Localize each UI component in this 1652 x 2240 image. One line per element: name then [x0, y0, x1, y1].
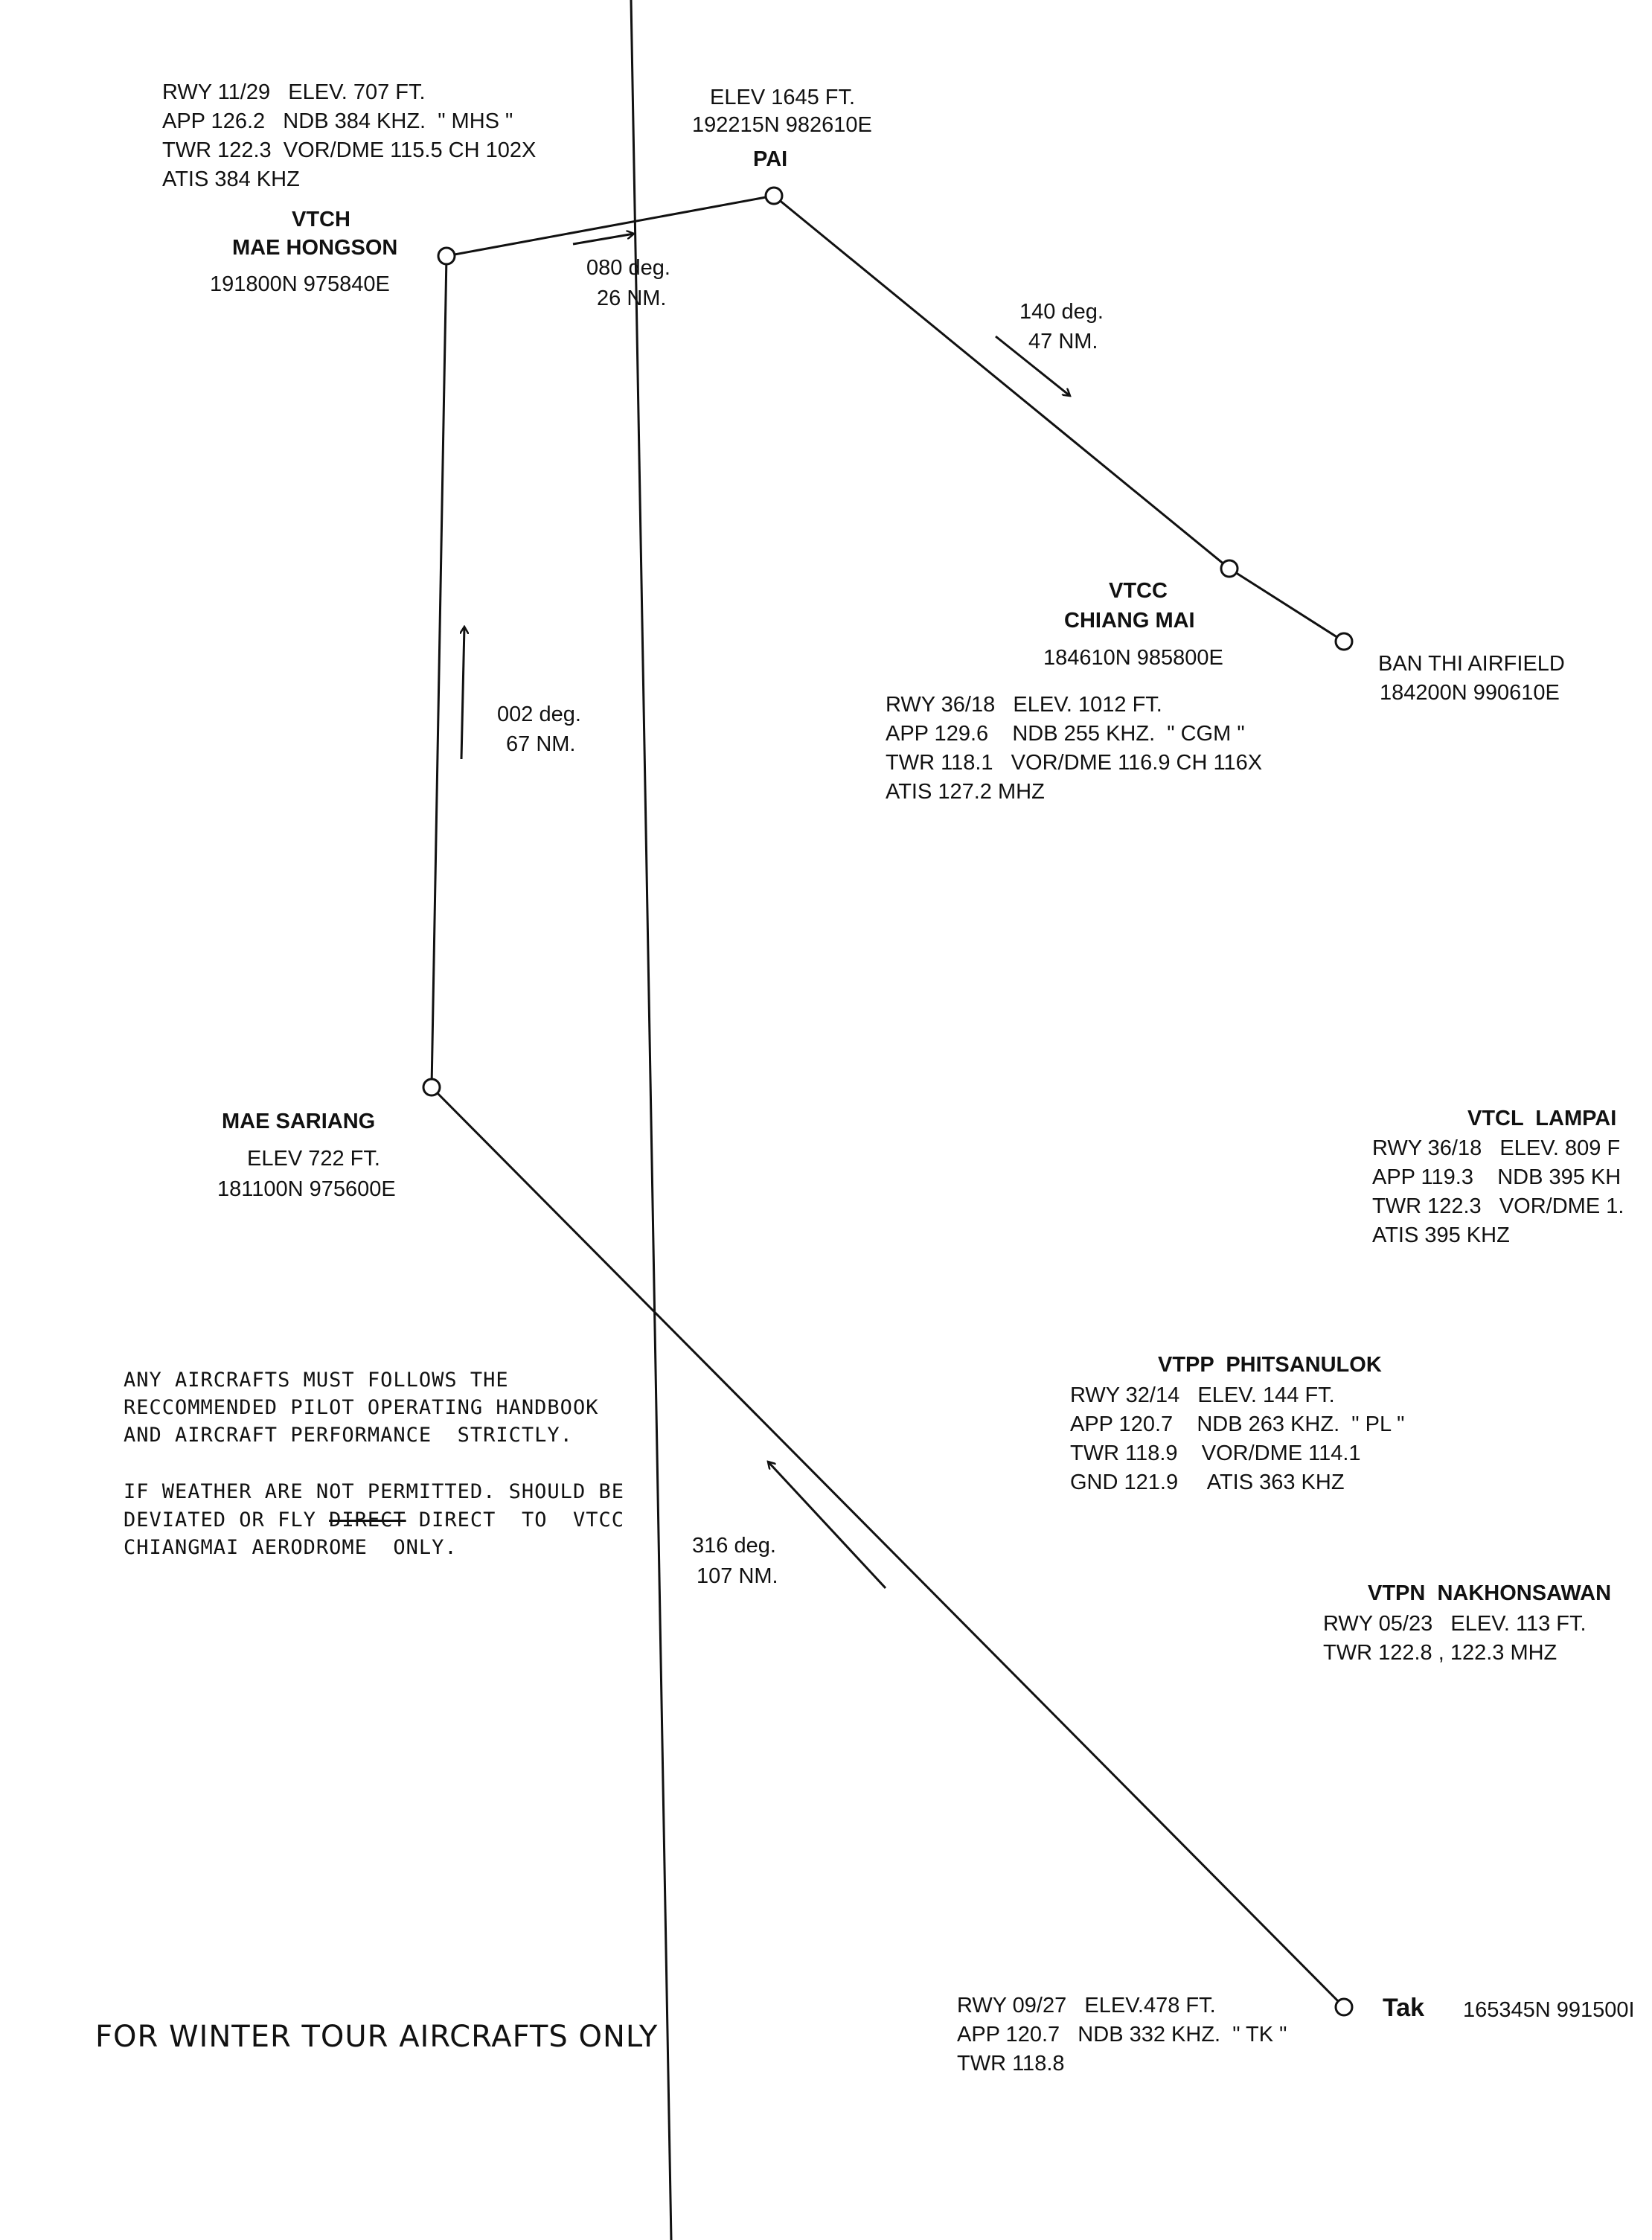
tak-name: Tak [1383, 1994, 1425, 2022]
lampang-info-line: APP 119.3 NDB 395 KH [1372, 1165, 1621, 1189]
note-line: RECCOMMENDED PILOT OPERATING HANDBOOK [124, 1396, 599, 1419]
pai-coords: 192215N 982610E [692, 113, 872, 137]
note-line: ANY AIRCRAFTS MUST FOLLOWS THE [124, 1369, 509, 1392]
tak-info-line: RWY 09/27 ELEV.478 FT. [957, 1994, 1216, 2017]
pai-name: PAI [753, 147, 788, 171]
tak-info-line: TWR 118.8 [957, 2052, 1065, 2076]
route-leg-mhs-pai [446, 196, 774, 256]
note-struck-word: DIRECT [329, 1508, 406, 1532]
route-leg-cgm-banthi [1229, 569, 1344, 641]
phitsanulok-info-line: RWY 32/14 ELEV. 144 FT. [1070, 1383, 1335, 1407]
mae-hongson-info-line: TWR 122.3 VOR/DME 115.5 CH 102X [162, 138, 537, 162]
leg-tak-sariang-distance: 107 NM. [697, 1564, 778, 1588]
leg-tak-sariang-heading: 316 deg. [692, 1534, 776, 1558]
phitsanulok-info-line: TWR 118.9 VOR/DME 114.1 [1070, 1441, 1361, 1465]
nakhonsawan-title: VTPN NAKHONSAWAN [1368, 1581, 1612, 1605]
route-leg-sariang-mhs [432, 256, 446, 1087]
route-leg-tak-sariang [432, 1087, 1344, 2007]
lampang-title: VTCL LAMPAI [1467, 1107, 1617, 1130]
leg-pai-cgm-heading: 140 deg. [1019, 300, 1104, 324]
waypoint-pai [766, 188, 782, 204]
lampang-info-line: TWR 122.3 VOR/DME 1. [1372, 1194, 1624, 1218]
tak-coords: 165345N 991500I [1463, 1998, 1635, 2022]
note-line-deviated [124, 1506, 624, 1535]
waypoint-chiang-mai [1221, 560, 1238, 577]
chiang-mai-info-line: APP 129.6 NDB 255 KHZ. " CGM " [886, 722, 1245, 746]
leg-mhs-pai-distance: 26 NM. [597, 287, 667, 310]
note-line: AND AIRCRAFT PERFORMANCE STRICTLY. [124, 1424, 573, 1447]
route-leg-pai-cgm [774, 196, 1229, 569]
nakhonsawan-info-line: TWR 122.8 , 122.3 MHZ [1323, 1641, 1557, 1665]
mae-hongson-info-line: ATIS 384 KHZ [162, 167, 300, 191]
direction-arrow-tak-sariang [768, 1462, 886, 1588]
waypoint-mae-hongson [438, 248, 455, 264]
phitsanulok-title: VTPP PHITSANULOK [1158, 1353, 1382, 1377]
chiang-mai-coords: 184610N 985800E [1043, 646, 1223, 670]
direction-arrow-sariang-mhs [461, 627, 464, 759]
ban-thi-coords: 184200N 990610E [1380, 681, 1560, 705]
ban-thi-name: BAN THI AIRFIELD [1378, 652, 1565, 676]
leg-mhs-pai-heading: 080 deg. [586, 256, 670, 280]
note-line: IF WEATHER ARE NOT PERMITTED. SHOULD BE [124, 1480, 624, 1503]
leg-sariang-mhs-distance: 67 NM. [506, 732, 576, 756]
note-text: DIRECT TO VTCC [406, 1508, 624, 1532]
chiang-mai-code: VTCC [1109, 579, 1168, 603]
phitsanulok-info-line: APP 120.7 NDB 263 KHZ. " PL " [1070, 1412, 1405, 1436]
lampang-info-line: ATIS 395 KHZ [1372, 1223, 1510, 1247]
mae-sariang-name: MAE SARIANG [222, 1110, 376, 1133]
direction-arrow-mhs-pai [573, 234, 634, 244]
phitsanulok-info-line: GND 121.9 ATIS 363 KHZ [1070, 1471, 1345, 1494]
chiang-mai-info-line: RWY 36/18 ELEV. 1012 FT. [886, 693, 1162, 717]
mae-sariang-coords: 181100N 975600E [217, 1177, 396, 1201]
note-text: DEVIATED OR FLY [124, 1508, 330, 1532]
chiang-mai-info-line: TWR 118.1 VOR/DME 116.9 CH 116X [886, 751, 1263, 775]
tak-info-line: APP 120.7 NDB 332 KHZ. " TK " [957, 2023, 1287, 2047]
mae-hongson-info-line: RWY 11/29 ELEV. 707 FT. [162, 80, 426, 104]
scan-vertical-line [631, 0, 671, 2240]
waypoint-ban-thi [1336, 633, 1352, 650]
mae-hongson-info-line: APP 126.2 NDB 384 KHZ. " MHS " [162, 109, 513, 133]
mae-hongson-name: MAE HONGSON [232, 236, 398, 260]
lampang-info-line: RWY 36/18 ELEV. 809 F [1372, 1136, 1621, 1160]
waypoint-mae-sariang [423, 1079, 440, 1095]
chiang-mai-info-line: ATIS 127.2 MHZ [886, 780, 1045, 804]
mae-hongson-code: VTCH [292, 208, 350, 231]
leg-sariang-mhs-heading: 002 deg. [497, 703, 581, 726]
note-line: CHIANGMAI AERODROME ONLY. [124, 1536, 458, 1559]
chiang-mai-name: CHIANG MAI [1064, 609, 1195, 633]
mae-sariang-elevation: ELEV 722 FT. [247, 1147, 380, 1171]
footer-note: FOR WINTER TOUR AIRCRAFTS ONLY [95, 2020, 659, 2054]
waypoint-tak [1336, 1999, 1352, 2015]
mae-hongson-coords: 191800N 975840E [210, 272, 390, 296]
nakhonsawan-info-line: RWY 05/23 ELEV. 113 FT. [1323, 1612, 1587, 1636]
leg-pai-cgm-distance: 47 NM. [1028, 330, 1098, 353]
pai-elevation: ELEV 1645 FT. [710, 86, 856, 109]
